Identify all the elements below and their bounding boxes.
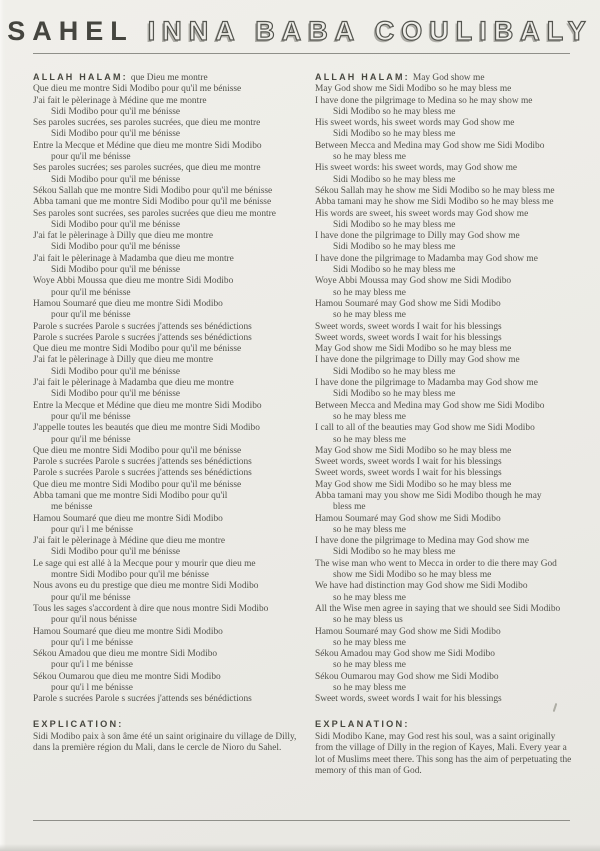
explanation-heading: EXPLANATION:: [315, 718, 410, 729]
lyric-line: Abba tamani may he show me Sidi Modibo so he may bless me: [315, 197, 554, 208]
song-title-heading-en: [315, 72, 574, 84]
lyric-line: Sidi Modibo pour qu'il me bénisse: [51, 242, 181, 253]
lyric-line: I have done the pilgrimage to Madamba may God show me: [315, 378, 538, 389]
song-title-heading-fr: [33, 72, 315, 84]
lyric-line: montre Sidi Modibo pour qu'il me bénisse: [51, 570, 209, 581]
bottom-divider: [33, 820, 570, 821]
lyric-line: Hamou Soumaré may God show me Sidi Modibo: [315, 513, 501, 524]
lyric-line: so he may bless me: [333, 592, 406, 603]
lyric-line: Sidi Modibo pour qu'il me bénisse: [51, 265, 181, 276]
lyric-line: Between Mecca and Medina may God show me Sidi Modibo: [315, 400, 545, 411]
lyric-line: pour qu'il me bénisse: [51, 152, 131, 163]
lyric-line: Woye Abbi Moussa may God show me Sidi Modibo: [315, 276, 512, 287]
lyric-line: pour qu'il nous bénisse: [51, 615, 137, 626]
lyric-line: J'ai fat le pèlerinage à Dilly que dieu me montre: [33, 231, 214, 242]
lyric-line: All the Wise men agree in saying that we should see Sidi Modibo: [315, 603, 561, 614]
lyric-line: pour qu'i l me bénisse: [51, 683, 133, 694]
explanation-section: [315, 719, 574, 778]
english-lyrics-column: [315, 72, 574, 778]
lyric-line: so he may bless me: [333, 637, 406, 648]
explication-heading: EXPLICATION:: [33, 718, 124, 729]
title-solid-part: SAHEL: [7, 16, 134, 46]
lyric-line: I have done the pilgrimage to Dilly may God show me: [315, 355, 520, 366]
lyric-line: so he may bless me: [333, 434, 406, 445]
lyric-line: Hamou Soumaré que dieu me montre Sidi Modibo: [33, 513, 223, 524]
lyric-line: Sweet words, sweet words I wait for his blessings: [315, 321, 502, 332]
french-lyrics-column: [33, 72, 315, 778]
lyric-line: Abba tamani que me montre Sidi Modibo pour qu'il: [33, 490, 228, 501]
lyric-line: J'ai fait le pèlerinage à Madamba que dieu me montre: [33, 378, 234, 389]
lyric-line: Sékou Oumarou que dieu me montre Sidi Modibo: [33, 671, 221, 682]
lyric-line: Sidi Modibo pour qu'il me bénisse: [51, 366, 181, 377]
lyric-line: Sidi Modibo pour qu'il me bénisse: [51, 106, 181, 117]
lyric-line: Entre la Mecque et Médine que dieu me montre Sidi Modibo: [33, 140, 262, 151]
title-outline-part: INNA BABA COULIBALY: [147, 16, 593, 46]
lyric-line: Sidi Modibo pour qu'il me bénisse: [51, 174, 181, 185]
lyric-line: Abba tamani may you show me Sidi Modibo though he may: [315, 490, 542, 501]
song-title-label-fr: ALLAH HALAM:: [33, 72, 128, 82]
lyric-line: Sidi Modibo so he may bless me: [333, 265, 456, 276]
lyric-line: Nous avons eu du prestige que dieu me montre Sidi Modibo: [33, 581, 259, 592]
lyric-line: Sidi Modibo so he may bless me: [333, 547, 456, 558]
lyric-line: Ses paroles sucrées; ses paroles sucrées, que dieu me montre: [33, 163, 261, 174]
lyric-line: Sidi Modibo so he may bless me: [333, 174, 456, 185]
lyric-line: Parole s sucrées Parole s sucrées j'attends ses bénédictions: [33, 468, 252, 479]
lyric-line: Tous les sages s'accordent à dire que nous montre Sidi Modibo: [33, 603, 269, 614]
lyric-line: May God show me Sidi Modibo so he may bless me: [315, 479, 512, 490]
lyric-line: Sékou Amadou may God show me Sidi Modibo: [315, 649, 495, 660]
lyric-line: pour qu'il me bénisse: [51, 434, 131, 445]
lyric-line: Sékou Oumarou may God show me Sidi Modibo: [315, 671, 499, 682]
lyric-line: Sweet words, sweet words I wait for his blessings: [315, 457, 502, 468]
lyric-line: so he may bless us: [333, 615, 403, 626]
lyric-line: pour qu'i l me bénisse: [51, 524, 133, 535]
lyric-line: Sidi Modibo pour qu'il me bénisse: [51, 547, 181, 558]
lyric-line: bless me: [333, 502, 366, 513]
lyric-line: J'ai fait le pèlerinage à Médine que me montre: [33, 95, 207, 106]
lyric-line: Sidi Modibo so he may bless me: [333, 106, 456, 117]
lyric-line: Hamou Soumaré que dieu me montre Sidi Modibo: [33, 298, 223, 309]
lyric-line: We have had distinction may God show me Sidi Modibo: [315, 581, 528, 592]
lyric-line: Sékou Sallah may he show me Sidi Modibo so he may bless me: [315, 185, 555, 196]
scan-edge-left: [0, 0, 6, 851]
lyric-line: Sékou Amadou que dieu me montre Sidi Modibo: [33, 649, 218, 660]
lyric-line: Hamou Soumaré que dieu me montre Sidi Modibo: [33, 626, 223, 637]
lyric-line: I have done the pilgrimage to Dilly may God show me: [315, 231, 520, 242]
lyric-line: Hamou Soumaré may God show me Sidi Modibo: [315, 626, 501, 637]
lyric-line: pour qu'i l me bénisse: [51, 637, 133, 648]
song-title-rest-fr: que Dieu me montre: [130, 73, 208, 83]
lyric-line: Sékou Sallah que me montre Sidi Modibo pour qu'il me bénisse: [33, 185, 273, 196]
lyric-line: so he may bless me: [333, 524, 406, 535]
lyric-line: May God show me Sidi Modibo so he may bless me: [315, 445, 512, 456]
lyric-line: pour qu'il me bénisse: [51, 592, 131, 603]
song-title-label-en: ALLAH HALAM:: [315, 72, 410, 82]
lyric-line: J'ai fait le pèlerinage à Madamba que dieu me montre: [33, 253, 234, 264]
top-divider: [33, 53, 570, 54]
lyric-line: Woye Abbi Moussa que dieu me montre Sidi Modibo: [33, 276, 234, 287]
lyric-line: The wise man who went to Mecca in order to die there may God: [315, 558, 557, 569]
lyric-line: so he may bless me: [333, 683, 406, 694]
lyric-line: May God show me Sidi Modibo so he may bless me: [315, 344, 512, 355]
lyric-line: so he may bless me: [333, 411, 406, 422]
lyric-line: J'ai fait le pèlerinage à Médine que dieu me montre: [33, 536, 225, 547]
lyric-line: Sweet words, sweet words I wait for his blessings: [315, 694, 502, 705]
lyric-line: Que dieu me montre Sidi Modibo pour qu'il me bénisse: [33, 344, 242, 355]
lyric-line: I have done the pilgrimage to Madamba may God show me: [315, 253, 538, 264]
lyrics-body-en: [315, 84, 574, 705]
explanation-body: Sidi Modibo Kane, may God rest his soul, was a saint originally from the village of Dilly in the region of Kayes, Mali. Every year a lot of Muslims meet there. This song has the aim of perpetuating the memory of this man of God.: [315, 731, 572, 777]
lyric-line: Sidi Modibo pour qu'il me bénisse: [51, 389, 181, 400]
lyric-line: Abba tamani que me montre Sidi Modibo pour qu'il me bénisse: [33, 197, 272, 208]
lyric-line: Parole s sucrées Parole s sucrées j'attends ses bénédictions: [33, 332, 252, 343]
lyric-line: Sweet words, sweet words I wait for his blessings: [315, 468, 502, 479]
lyric-line: so he may bless me: [333, 660, 406, 671]
lyric-line: pour qu'il me bénisse: [51, 287, 131, 298]
lyric-line: I have done the pilgrimage to Medina may God show me: [315, 536, 530, 547]
lyric-line: Sidi Modibo so he may bless me: [333, 366, 456, 377]
lyric-line: Sidi Modibo so he may bless me: [333, 389, 456, 400]
lyric-line: J'ai fat le pèlerinage à Dilly que dieu me montre: [33, 355, 214, 366]
scan-edge-bottom: [0, 844, 600, 851]
lyric-line: I have done the pilgrimage to Medina so he may show me: [315, 95, 533, 106]
lyric-line: His sweet words, his sweet words may God show me: [315, 118, 515, 129]
lyric-line: Parole s sucrées Parole s sucrées j'attends ses bénédictions: [33, 694, 252, 705]
lyric-line: pour qu'i l me bénisse: [51, 660, 133, 671]
lyrics-body-fr: [33, 84, 315, 705]
lyric-line: Ses paroles sucrées, ses paroles sucrées, que dieu me montre: [33, 118, 261, 129]
lyric-line: so he may bless me: [333, 310, 406, 321]
lyric-line: I call to all of the beauties may God show me Sidi Modibo: [315, 423, 535, 434]
lyric-line: Between Mecca and Medina may God show me Sidi Modibo: [315, 140, 545, 151]
lyric-line: me bénisse: [51, 502, 93, 513]
lyric-line: pour qu'il me bénisse: [51, 411, 131, 422]
lyric-line: His sweet words: his sweet words, may God show me: [315, 163, 518, 174]
lyric-line: Que dieu me montre Sidi Modibo pour qu'il me bénisse: [33, 445, 242, 456]
lyric-line: Sidi Modibo pour qu'il me bénisse: [51, 129, 181, 140]
lyric-line: Ses paroles sont sucrées, ses paroles sucrées que dieu me montre: [33, 208, 276, 219]
explication-body: Sidi Modibo paix à son âme été un saint originaire du village de Dilly, dans la première région du Mali, dans le cercle de Nioro du Sahel.: [33, 731, 297, 754]
lyric-line: May God show me Sidi Modibo so he may bless me: [315, 84, 512, 95]
lyrics-columns: [33, 72, 574, 778]
lyric-line: Le sage qui est allé à la Mecque pour y mourir que dieu me: [33, 558, 256, 569]
lyric-line: so he may bless me: [333, 152, 406, 163]
lyric-line: Que dieu me montre Sidi Modibo pour qu'il me bénisse: [33, 479, 242, 490]
lyric-line: Sidi Modibo so he may bless me: [333, 219, 456, 230]
lyric-line: Sidi Modibo pour qu'il me bénisse: [51, 219, 181, 230]
lyric-line: Entre la Mecque et Médine que dieu me montre Sidi Modibo: [33, 400, 262, 411]
lyric-line: J'appelle toutes les beautés que dieu me montre Sidi Modibo: [33, 423, 260, 434]
lyric-line: Que dieu me montre Sidi Modibo pour qu'il me bénisse: [33, 84, 242, 95]
song-title-rest-en: May God show me: [412, 73, 485, 83]
lyric-line: pour qu'il me bénisse: [51, 310, 131, 321]
lyric-line: so he may bless me: [333, 287, 406, 298]
lyric-line: Parole s sucrées Parole s sucrées j'attends ses bénédictions: [33, 457, 252, 468]
lyric-line: show me Sidi Modibo so he may bless me: [333, 570, 492, 581]
explication-section: [33, 719, 315, 755]
lyric-line: His words are sweet, his sweet words may God show me: [315, 208, 529, 219]
lyric-line: Sidi Modibo so he may bless me: [333, 129, 456, 140]
lyric-line: Sweet words, sweet words I wait for his blessings: [315, 332, 502, 343]
lyric-line: Hamou Soumaré may God show me Sidi Modibo: [315, 298, 501, 309]
lyric-line: Parole s sucrées Parole s sucrées j'attends ses bénédictions: [33, 321, 252, 332]
lyric-line: Sidi Modibo so he may bless me: [333, 242, 456, 253]
page-title: [0, 16, 600, 47]
